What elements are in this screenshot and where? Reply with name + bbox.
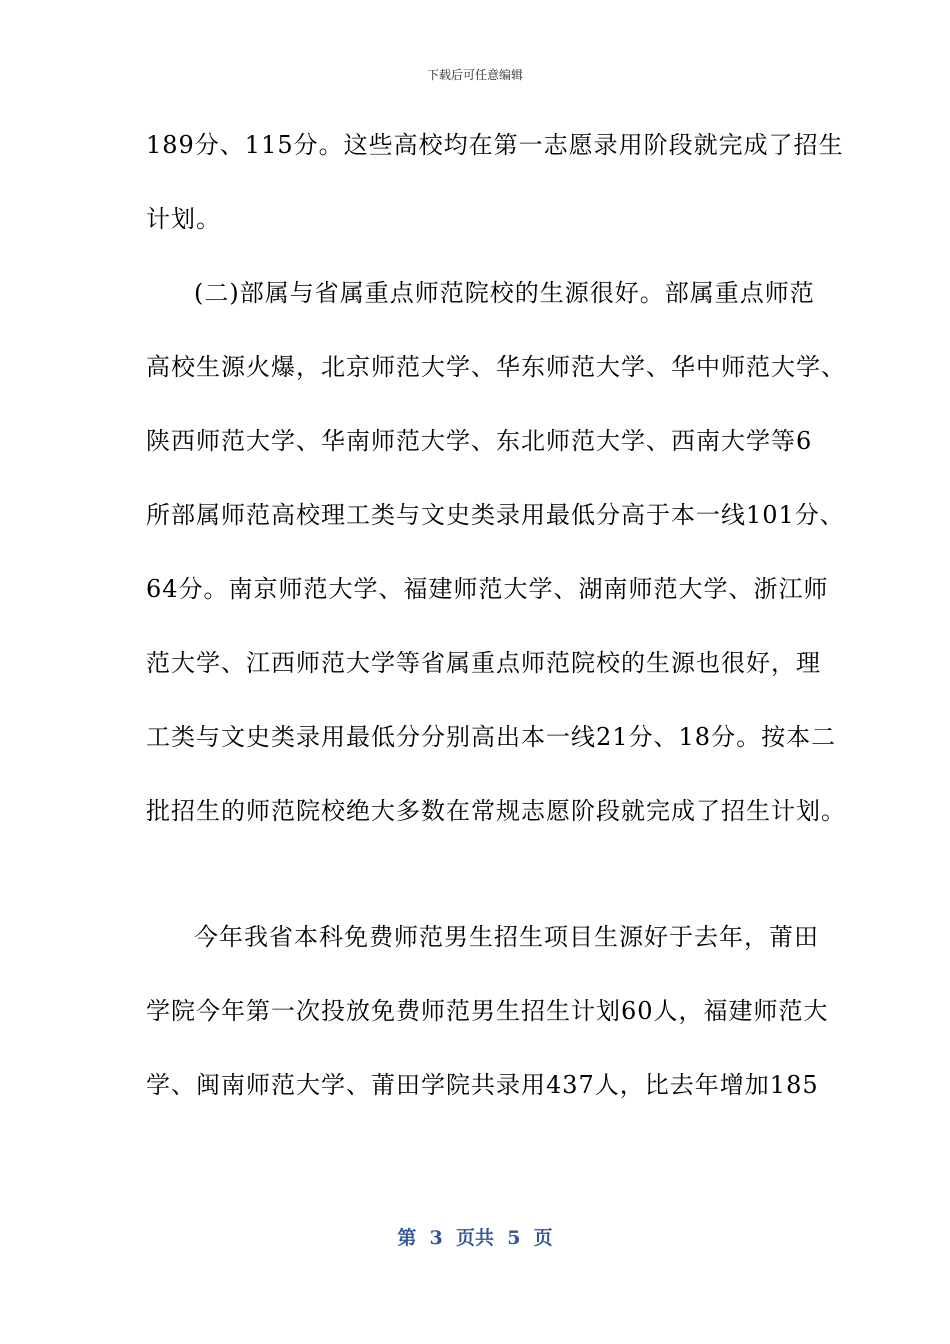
- text-line: 范大学、江西师范大学等省属重点师范院校的生源也很好，理: [146, 649, 821, 677]
- text-line: 所部属师范高校理工类与文史类录用最低分高于本一线101分、: [146, 501, 845, 529]
- document-body: [146, 118, 846, 1132]
- paragraph-gap: [146, 858, 816, 910]
- text-line: 陕西师范大学、华南师范大学、东北师范大学、西南大学等6: [146, 427, 813, 455]
- text-line: 189分、115分。这些高校均在第一志愿录用阶段就完成了招生: [146, 131, 844, 159]
- text-line: 64分。南京师范大学、福建师范大学、湖南师范大学、浙江师: [146, 575, 829, 603]
- text-line: 学、闽南师范大学、莆田学院共录用437人，比去年增加185: [146, 1071, 819, 1099]
- paragraph-start-line: (二)部属与省属重点师范院校的生源很好。部属重点师范: [194, 279, 815, 307]
- text-line: 计划。: [146, 205, 221, 233]
- text-line: 高校生源火爆，北京师范大学、华东师范大学、华中师范大学、: [146, 353, 846, 381]
- text-line: 工类与文史类录用最低分分别高出本一线21分、18分。按本二: [146, 723, 837, 751]
- paragraph-start-line: 今年我省本科免费师范男生招生项目生源好于去年，莆田: [194, 923, 819, 951]
- page-number-footer: 第 3 页共 5 页: [397, 1227, 553, 1249]
- text-line: 学院今年第一次投放免费师范男生招生计划60人，福建师范大: [146, 997, 829, 1025]
- header-note: 下载后可任意编辑: [426, 68, 523, 82]
- text-line: 批招生的师范院校绝大多数在常规志愿阶段就完成了招生计划。: [146, 797, 846, 825]
